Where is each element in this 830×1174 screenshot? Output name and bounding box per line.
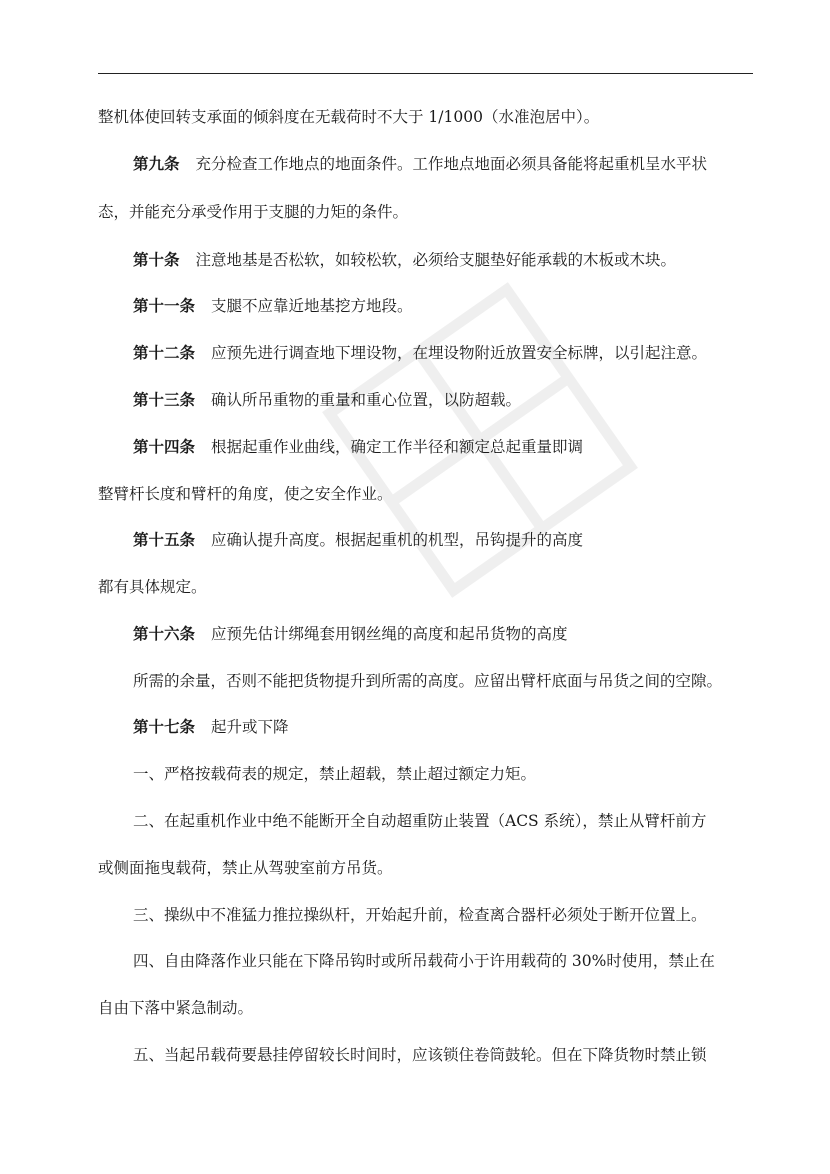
paragraph-line: 自由下落中紧急制动。 (98, 999, 254, 1017)
article-text: 支腿不应靠近地基挖方地段。 (211, 297, 413, 315)
paragraph-line: 整臂杆长度和臂杆的角度，使之安全作业。 (98, 485, 393, 503)
article-text: 应预先估计绑绳套用钢丝绳的高度和起吊货物的高度 (211, 625, 568, 643)
article-17 (133, 717, 289, 737)
header-rule (98, 73, 753, 74)
article-14 (133, 437, 583, 457)
article-text: 起升或下降 (211, 718, 289, 736)
paragraph-line: 都有具体规定。 (98, 578, 207, 596)
article-10 (133, 250, 676, 270)
article-16 (133, 624, 568, 644)
article-13 (133, 390, 521, 410)
article-number: 第十六条 (133, 624, 196, 643)
article-number: 第十一条 (133, 296, 196, 315)
article-text: 应确认提升高度。根据起重机的机型，吊钩提升的高度 (211, 531, 584, 549)
list-item: 三、操纵中不准猛力推拉操纵杆，开始起升前，检查离合器杆必须处于断开位置上。 (133, 906, 707, 924)
article-text: 应预先进行调查地下埋设物，在埋设物附近放置安全标牌，以引起注意。 (211, 344, 708, 362)
article-text: 注意地基是否松软，如较松软，必须给支腿垫好能承载的木板或木块。 (195, 251, 677, 269)
article-number: 第十四条 (133, 437, 196, 456)
article-12 (133, 343, 707, 363)
paragraph-line: 所需的余量，否则不能把货物提升到所需的高度。应留出臂杆底面与吊货之间的空隙。 (133, 672, 723, 690)
article-text: 确认所吊重物的重量和重心位置，以防超载。 (211, 391, 522, 409)
paragraph-line: 整机体使回转支承面的倾斜度在无载荷时不大于 1/1000（水准泡居中）。 (98, 108, 600, 126)
article-9 (133, 154, 707, 174)
list-item: 四、自由降落作业只能在下降吊钩时或所吊载荷小于许用载荷的 30%时使用，禁止在 (133, 952, 715, 970)
article-text: 充分检查工作地点的地面条件。工作地点地面必须具备能将起重机呈水平状 (195, 155, 708, 173)
list-item: 二、在起重机作业中绝不能断开全自动超重防止装置（ACS 系统），禁止从臂杆前方 (133, 812, 707, 830)
list-item: 五、当起吊载荷要悬挂停留较长时间时，应该锁住卷筒鼓轮。但在下降货物时禁止锁 (133, 1046, 707, 1064)
article-number: 第十三条 (133, 390, 196, 409)
article-number: 第十七条 (133, 717, 196, 736)
list-item: 一、严格按载荷表的规定，禁止超载，禁止超过额定力矩。 (133, 765, 537, 783)
article-number: 第十二条 (133, 343, 196, 362)
article-11 (133, 296, 413, 316)
article-number: 第九条 (133, 154, 180, 173)
article-15 (133, 530, 583, 550)
article-number: 第十条 (133, 250, 180, 269)
paragraph-line: 态，并能充分承受作用于支腿的力矩的条件。 (98, 203, 409, 221)
paragraph-line: 或侧面拖曳载荷，禁止从驾驶室前方吊货。 (98, 859, 393, 877)
article-text: 根据起重作业曲线，确定工作半径和额定总起重量即调 (211, 438, 584, 456)
article-number: 第十五条 (133, 530, 196, 549)
